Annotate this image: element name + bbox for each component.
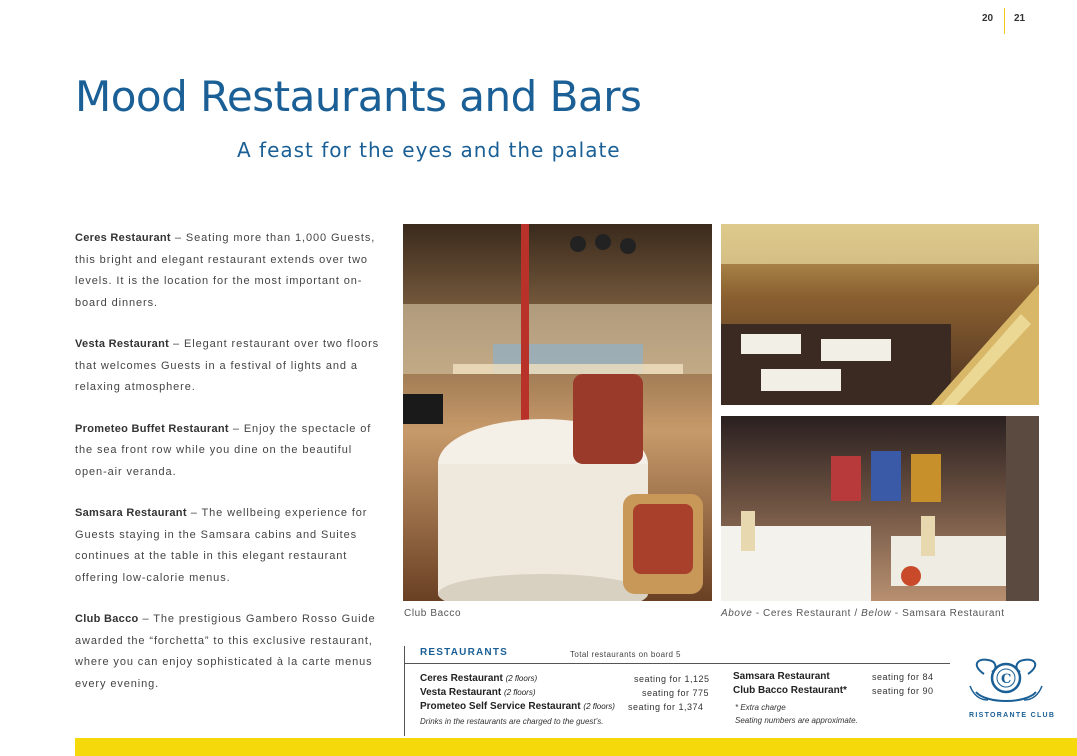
restaurant-seating: seating for 90 bbox=[872, 686, 934, 696]
restaurants-heading: RESTAURANTS bbox=[420, 647, 509, 658]
footer-accent-bar bbox=[75, 738, 1077, 756]
description-title: Vesta Restaurant bbox=[75, 338, 170, 350]
restaurant-seating: seating for 775 bbox=[642, 688, 710, 698]
description-title: Prometeo Buffet Restaurant bbox=[75, 422, 229, 435]
caption-club-bacco: Club Bacco bbox=[404, 608, 462, 619]
restaurant-name: Ceres Restaurant bbox=[420, 673, 503, 684]
page-number-left: 20 bbox=[982, 13, 994, 24]
description-vesta bbox=[75, 334, 385, 399]
restaurant-floors: (2 floors) bbox=[505, 674, 538, 683]
page-number-right: 21 bbox=[1014, 13, 1026, 24]
restaurant-row bbox=[420, 673, 537, 684]
note-drinks: Drinks in the restaurants are charged to the guest’s. bbox=[420, 717, 604, 726]
photo-club-bacco bbox=[403, 224, 712, 601]
note-extra-charge: * Extra charge bbox=[735, 703, 786, 712]
table-divider-horizontal bbox=[404, 663, 950, 664]
description-text: – Elegant restaurant over two floors that welcomes Guests in a festival of lights and a relaxing atmosphere. bbox=[75, 338, 380, 393]
caption-below-text: - Samsara Restaurant bbox=[891, 608, 1005, 619]
restaurant-descriptions bbox=[75, 228, 385, 715]
description-club-bacco bbox=[75, 609, 385, 695]
restaurant-row bbox=[733, 671, 830, 682]
restaurant-name: Prometeo Self Service Restaurant bbox=[420, 701, 581, 712]
restaurant-name: Samsara Restaurant bbox=[733, 671, 830, 682]
restaurants-table bbox=[404, 646, 950, 736]
restaurant-row bbox=[420, 687, 536, 698]
caption-ceres-samsara bbox=[721, 608, 1005, 619]
restaurant-name: Vesta Restaurant bbox=[420, 687, 502, 698]
note-seating: Seating numbers are approximate. bbox=[735, 716, 858, 725]
photo-ceres-restaurant bbox=[721, 224, 1039, 405]
ristorante-club-logo bbox=[966, 656, 1056, 719]
restaurant-seating: seating for 1,374 bbox=[628, 702, 704, 712]
restaurant-name: Club Bacco Restaurant* bbox=[733, 685, 847, 696]
page-subtitle: A feast for the eyes and the palate bbox=[237, 138, 621, 162]
description-title: Ceres Restaurant bbox=[75, 232, 171, 244]
description-title: Samsara Restaurant bbox=[75, 507, 187, 519]
description-samsara bbox=[75, 503, 385, 589]
svg-text:C: C bbox=[1001, 672, 1012, 687]
restaurant-seating: seating for 84 bbox=[872, 672, 934, 682]
description-text: – The wellbeing experience for Guests staying in the Samsara cabins and Suites continues at the table in this elegant restaurant offering low-calorie menus. bbox=[75, 507, 368, 584]
description-ceres bbox=[75, 228, 385, 314]
page-divider bbox=[1004, 8, 1005, 34]
description-text: – Enjoy the spectacle of the sea front row while you dine on the beautiful open-air veranda. bbox=[75, 422, 372, 478]
restaurant-row bbox=[420, 701, 615, 712]
caption-above-label: Above bbox=[721, 608, 753, 619]
caption-below-label: Below bbox=[861, 608, 892, 619]
description-prometeo bbox=[75, 419, 385, 484]
restaurant-row bbox=[733, 685, 847, 696]
restaurant-floors: (2 floors) bbox=[503, 688, 536, 697]
logo-emblem-icon bbox=[966, 656, 1056, 710]
description-text: – The prestigious Gambero Rosso Guide awarded the “forchetta” to this exclusive restaurant, where you can enjoy sophisticated à la carte menus every evening. bbox=[75, 613, 376, 690]
photo-samsara-restaurant bbox=[721, 416, 1039, 601]
restaurants-total: Total restaurants on board 5 bbox=[570, 650, 681, 659]
description-title: Club Bacco bbox=[75, 613, 139, 625]
restaurant-floors: (2 floors) bbox=[583, 702, 615, 711]
description-text: – Seating more than 1,000 Guests, this bright and elegant restaurant extends over two levels. It is the location for the most important on-board dinners. bbox=[75, 232, 376, 309]
page-title: Mood Restaurants and Bars bbox=[75, 72, 642, 121]
table-divider-vertical bbox=[404, 646, 405, 736]
logo-text: RISTORANTE CLUB bbox=[969, 712, 1056, 719]
restaurant-seating: seating for 1,125 bbox=[634, 674, 710, 684]
caption-above-text: - Ceres Restaurant / bbox=[752, 608, 862, 619]
